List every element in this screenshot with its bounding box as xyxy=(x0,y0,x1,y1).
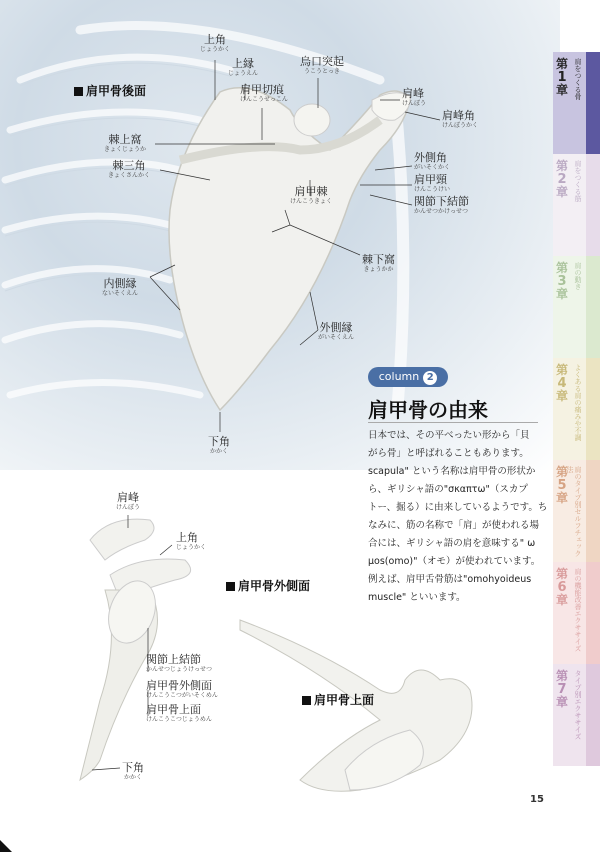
label-coracoid: 烏口突起 うこうとっき xyxy=(300,55,344,75)
chapter-tab-desc: 肩の機能改善エクササイズ xyxy=(574,568,582,652)
chapter-tab-stripe xyxy=(586,562,600,664)
label-medial-border: 内側縁 ないそくえん xyxy=(102,277,139,297)
page-number: 15 xyxy=(530,794,544,805)
label-trigone: 棘三角 きょくさんかく xyxy=(108,159,151,179)
label-supraspinous: 棘上窩 きょくじょうか xyxy=(104,133,147,153)
column-line: ら、ギリシャ語の"σκαπτω"（スカプ xyxy=(368,484,528,495)
chapter-prefix: 第 xyxy=(556,57,569,71)
column-line: 合には、ギリシャ語の肩を意味する" ω xyxy=(368,538,536,549)
chapter-suffix: 章 xyxy=(556,491,569,505)
chapter-suffix: 章 xyxy=(556,695,569,709)
chapter-prefix: 第 xyxy=(556,363,569,377)
chapter-tab-number xyxy=(556,58,568,97)
chapter-tab-desc: 肩をつくる骨 xyxy=(574,58,582,100)
chapter-tab-stripe xyxy=(586,154,600,256)
chapter-tab-number xyxy=(556,160,568,199)
chapter-tab-stripe xyxy=(586,52,600,154)
chapter-tab-desc: よくある肩の痛みや不調 xyxy=(574,364,582,441)
label-superior-angle: 上角 じょうかく xyxy=(200,33,231,53)
chapter-suffix: 章 xyxy=(556,389,569,403)
chapter-tab-4[interactable] xyxy=(553,358,600,461)
scapula-posterior-view xyxy=(169,88,410,410)
chapter-tab-6[interactable] xyxy=(553,562,600,665)
chapter-num: 4 xyxy=(557,376,567,391)
label-superior-border: 上縁 じょうえん xyxy=(228,57,259,77)
superior-section-title: 肩甲骨上面 xyxy=(302,691,374,708)
chapter-tab-number xyxy=(556,262,568,301)
chapter-num: 5 xyxy=(557,478,567,493)
chapter-prefix: 第 xyxy=(556,261,569,275)
chapter-tab-stripe xyxy=(586,256,600,358)
column-line: トー、掘る）に由来しているようです。ち xyxy=(368,502,548,513)
chapter-tab-number xyxy=(556,670,568,709)
label-sup-surface: 肩甲骨上面 けんこうこつじょうめん xyxy=(146,703,212,723)
chapter-suffix: 章 xyxy=(556,593,569,607)
chapter-prefix: 第 xyxy=(556,567,569,581)
label-infraglenoid: 関節下結節 かんせつかけっせつ xyxy=(414,195,469,215)
column-line: 例えば、肩甲舌骨筋は"omohyoideus xyxy=(368,574,532,585)
chapter-tab-5[interactable] xyxy=(553,460,600,563)
label-lat-inferior-angle: 下角 かかく xyxy=(122,761,144,781)
posterior-section-title: 肩甲骨後面 xyxy=(74,82,146,99)
label-lat-supraglenoid: 関節上結節 かんせつじょうけっせつ xyxy=(146,653,213,673)
chapter-tab-2[interactable] xyxy=(553,154,600,257)
lateral-section-title: 肩甲骨外側面 xyxy=(226,577,310,594)
chapter-suffix: 章 xyxy=(556,185,569,199)
chapter-tab-1[interactable] xyxy=(553,52,600,155)
column-line: なみに、筋の名称で「肩」が使われる場 xyxy=(368,520,540,531)
chapter-suffix: 章 xyxy=(556,83,569,97)
chapter-tab-stripe xyxy=(586,664,600,766)
chapter-tab-number xyxy=(556,364,568,403)
chapter-suffix: 章 xyxy=(556,287,569,301)
chapter-tab-stripe xyxy=(586,358,600,460)
column-badge: column 2 xyxy=(368,367,448,387)
label-acromion: 肩峰 けんぽう xyxy=(402,87,427,107)
chapter-prefix: 第 xyxy=(556,159,569,173)
column-line: がら骨」と呼ばれることもあります。 xyxy=(368,448,529,459)
chapter-tab-desc: 肩のタイプ別セルフチェック法 xyxy=(566,466,582,557)
chapter-tab-3[interactable] xyxy=(553,256,600,359)
chapter-num: 2 xyxy=(557,172,567,187)
chapter-tab-desc: 肩の動き xyxy=(574,262,582,290)
chapter-tab-stripe xyxy=(586,460,600,562)
column-line: 日本では、その平べったい形から「貝 xyxy=(368,430,530,441)
column-line: scapula" という名称は肩甲骨の形状か xyxy=(368,466,536,477)
label-inferior-angle: 下角 かかく xyxy=(208,435,230,455)
chapter-tab-number xyxy=(556,568,568,607)
column-line: muscle" といいます。 xyxy=(368,592,466,603)
chapter-tab-desc: 肩をつくる筋 xyxy=(574,160,582,202)
label-neck: 肩甲頸 けんこうけい xyxy=(414,173,451,193)
column-line: μοs(omo)"（オモ）が使われています。 xyxy=(368,556,541,567)
corner-mark xyxy=(0,840,12,852)
chapter-prefix: 第 xyxy=(556,465,569,479)
label-spine: 肩甲棘 けんこうきょく xyxy=(290,185,333,205)
label-lat-superior-angle: 上角 じょうかく xyxy=(176,531,207,551)
label-lat-surface: 肩甲骨外側面 けんこうこつがいそくめん xyxy=(146,679,218,699)
label-acromial-angle: 肩峰角 けんぽうかく xyxy=(442,109,479,129)
label-lat-acromion: 肩峰 けんぽう xyxy=(116,491,141,511)
label-lateral-border: 外側縁 がいそくえん xyxy=(318,321,355,341)
chapter-num: 1 xyxy=(557,70,567,85)
chapter-num: 3 xyxy=(557,274,567,289)
chapter-num: 7 xyxy=(557,682,567,697)
label-lateral-angle: 外側角 がいそくかく xyxy=(414,151,451,171)
label-scapular-notch: 肩甲切痕 けんこうせっこん xyxy=(240,83,288,103)
chapter-num: 6 xyxy=(557,580,567,595)
chapter-prefix: 第 xyxy=(556,669,569,683)
column-title: 肩甲骨の由来 xyxy=(368,398,488,422)
scapula-lateral-view xyxy=(80,519,191,780)
column-divider xyxy=(368,422,538,423)
chapter-tab-desc: タイプ別エクササイズ xyxy=(574,670,582,740)
chapter-tab-7[interactable] xyxy=(553,664,600,767)
label-infraspinous: 棘下窩 きょうかか xyxy=(362,253,395,273)
